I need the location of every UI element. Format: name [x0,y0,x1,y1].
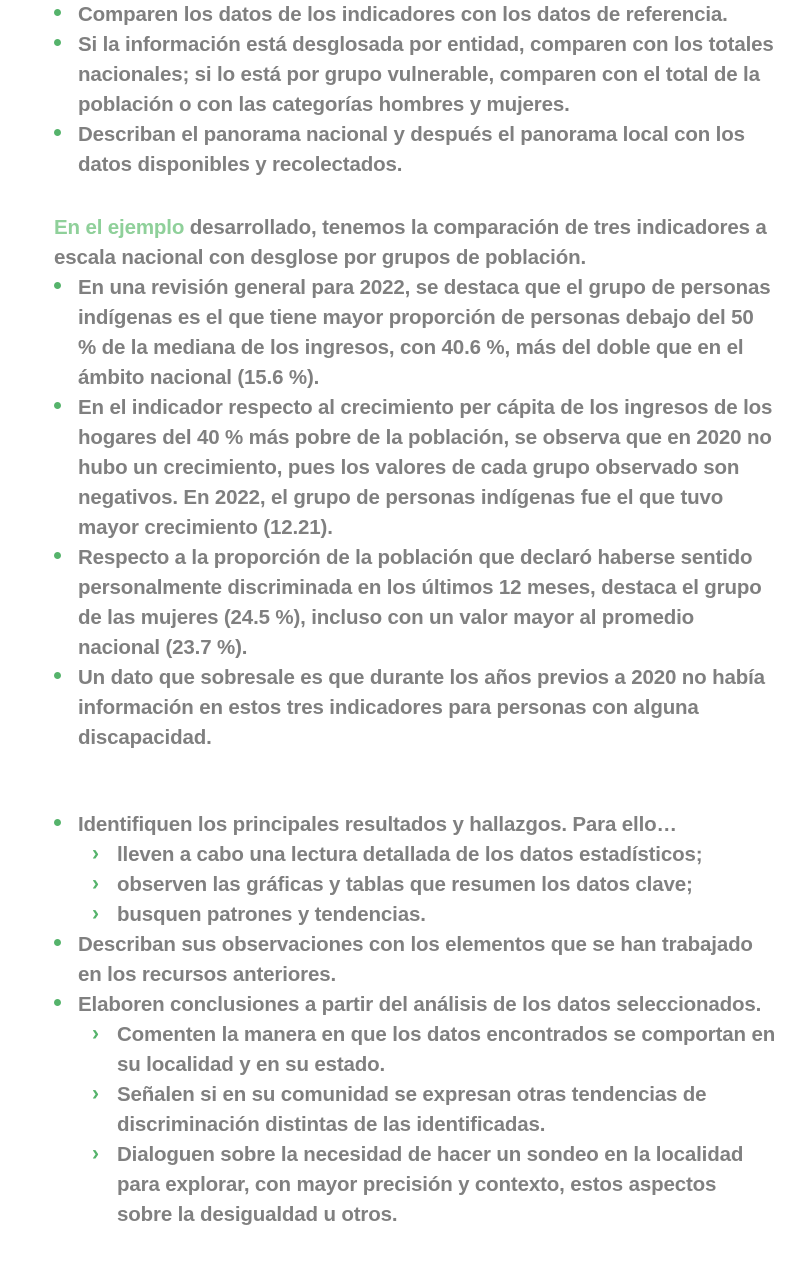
bullet-dot-icon [54,9,61,16]
sub-list-item [0,1140,788,1230]
chevron-right-icon: › [92,1022,99,1045]
list-item-text: Un dato que sobresale es que durante los años previos a 2020 no había información en estos tres indicadores para personas con alguna discapacidad. [78,666,765,749]
sub-list-item-text: Señalen si en su comunidad se expresan otras tendencias de discriminación distintas de las identificadas. [117,1083,707,1136]
example-intro-paragraph [0,213,788,273]
bullet-dot-icon [54,39,61,46]
bullet-dot-icon [54,672,61,679]
list-item [0,990,788,1020]
list-item-text: Comparen los datos de los indicadores con los datos de referencia. [78,3,728,26]
list-item-text: Describan el panorama nacional y después el panorama local con los datos disponibles y recolectados. [78,123,745,176]
list-item [0,393,788,543]
example-intro-highlight: En el ejemplo [54,216,185,239]
list-item [0,120,788,180]
list-item-text: En el indicador respecto al crecimiento per cápita de los ingresos de los hogares del 40 % más pobre de la población, se observa que en 2020 no hubo un crecimiento, pues los valores de cada grupo observado son negativos. En 2022, el grupo de personas indígenas fue el que tuvo mayor crecimiento (12.21). [78,396,773,539]
sub-list-item-text: observen las gráficas y tablas que resumen los datos clave; [117,873,693,896]
chevron-right-icon: › [92,902,99,925]
chevron-right-icon: › [92,1082,99,1105]
bullet-dot-icon [54,129,61,136]
instructions-list-three [0,810,788,1230]
bullet-dot-icon [54,282,61,289]
list-item [0,273,788,393]
section-two [0,213,788,753]
list-item [0,930,788,990]
list-item-text: Respecto a la proporción de la población que declaró haberse sentido personalmente discriminada en los últimos 12 meses, destaca el grupo de las mujeres (24.5 %), incluso con un valor mayor al promedio nacional (23.7 %). [78,546,762,659]
bullet-dot-icon [54,552,61,559]
sub-list-item [0,1020,788,1080]
example-intro-rest: desarrollado, tenemos la comparación de tres indicadores a escala nacional con desglose por grupos de población. [54,216,767,269]
list-item [0,663,788,753]
instructions-list-two [0,273,788,753]
sub-list-item-text: Dialoguen sobre la necesidad de hacer un sondeo en la localidad para explorar, con mayor precisión y contexto, estos aspectos sobre la desigualdad u otros. [117,1143,744,1226]
sub-list-item [0,1080,788,1140]
instructions-list-one [0,0,788,180]
section-one [0,0,788,180]
sub-list-item-text: Comenten la manera en que los datos encontrados se comportan en su localidad y en su estado. [117,1023,776,1076]
list-item [0,0,788,30]
bullet-dot-icon [54,999,61,1006]
bullet-dot-icon [54,402,61,409]
list-item-text: Describan sus observaciones con los elementos que se han trabajado en los recursos anteriores. [78,933,753,986]
sub-list-item-text: busquen patrones y tendencias. [117,903,426,926]
list-item-text: Si la información está desglosada por entidad, comparen con los totales nacionales; si lo está por grupo vulnerable, comparen con el total de la población o con las categorías hombres y mujeres. [78,33,774,116]
list-item [0,30,788,120]
sub-list-item [0,870,788,900]
sub-list-item [0,900,788,930]
list-item-text: En una revisión general para 2022, se destaca que el grupo de personas indígenas es el que tiene mayor proporción de personas debajo del 50 % de la mediana de los ingresos, con 40.6 %, más del doble que en el ámbito nacional (15.6 %). [78,276,771,389]
section-three [0,810,788,1230]
sub-list-item-text: lleven a cabo una lectura detallada de los datos estadísticos; [117,843,703,866]
list-item-text: Identifiquen los principales resultados y hallazgos. Para ello… [78,813,677,836]
chevron-right-icon: › [92,872,99,895]
list-item [0,543,788,663]
bullet-dot-icon [54,939,61,946]
chevron-right-icon: › [92,842,99,865]
bullet-dot-icon [54,819,61,826]
list-item [0,810,788,840]
sub-list-item [0,840,788,870]
chevron-right-icon: › [92,1142,99,1165]
list-item-text: Elaboren conclusiones a partir del análisis de los datos seleccionados. [78,993,762,1016]
